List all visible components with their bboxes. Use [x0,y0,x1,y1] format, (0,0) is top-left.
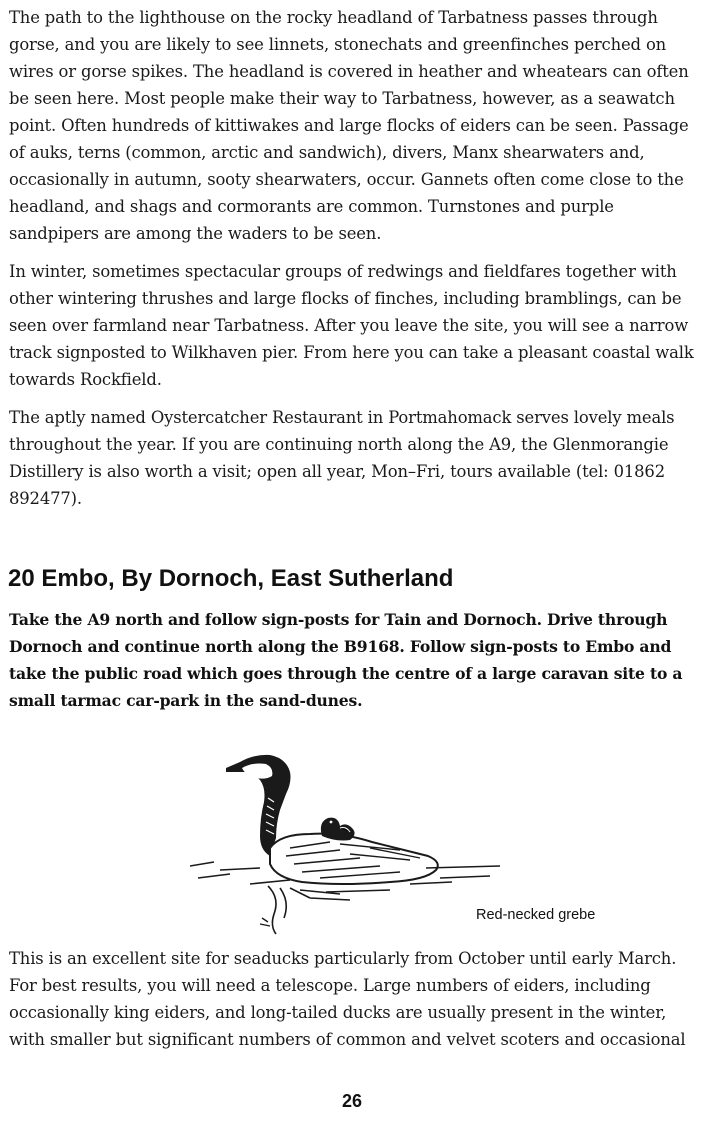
paragraph-winter: In winter, sometimes spectacular groups of redwings and fieldfares together with other wintering thrushes and large flocks of finches, including bramblings, can be seen over farmland near Tarbatness. After you leave the site, you will see a narrow track signposted to Wilkhaven pier. From here you can take a pleasant coastal walk towards Rockfield. [9,262,694,389]
illustration-caption: Red-necked grebe [476,907,596,923]
page-number: 26 [341,1091,363,1111]
paragraph-lighthouse: The path to the lighthouse on the rocky headland of Tarbatness passes through gorse, and you are likely to see linnets, stonechats and greenfinches perched on wires or gorse spikes. The headland is covered in heather and wheatears can often be seen here. Most people make their way to Tarbatness, however, as a seawatch point. Often hundreds of kittiwakes and large flocks of eiders can be seen. Passage of auks, terns (common, arctic and sandwich), divers, Manx shearwaters and, occasionally in autumn, sooty shearwaters, occur. Gannets often come close to the headland, and shags and cormorants are common. Turnstones and purple sandpipers are among the waders to be seen. [9,8,689,243]
paragraph-restaurant: The aptly named Oystercatcher Restaurant in Portmahomack serves lovely meals throughout the year. If you are continuing north along the A9, the Glenmorangie Distillery is also worth a visit; open all year, Mon–Fri, tours available (tel: 01862 892477). [9,408,675,508]
red-necked-grebe-illustration [190,738,510,938]
section-directions: Take the A9 north and follow sign-posts for Tain and Dornoch. Drive through Dornoch and continue north along the B9168. Follow sign-posts to Embo and take the public road which goes through the centre of a large caravan site to a small tarmac car-park in the sand-dunes. [9,610,683,710]
section-heading: 20 Embo, By Dornoch, East Sutherland [8,565,454,592]
paragraph-seaducks: This is an excellent site for seaducks particularly from October until early March. For best results, you will need a telescope. Large numbers of eiders, including occasionally king eiders, and long-tailed ducks are usually present in the winter, with smaller but significant numbers of common and velvet scoters and occasional [9,949,686,1049]
